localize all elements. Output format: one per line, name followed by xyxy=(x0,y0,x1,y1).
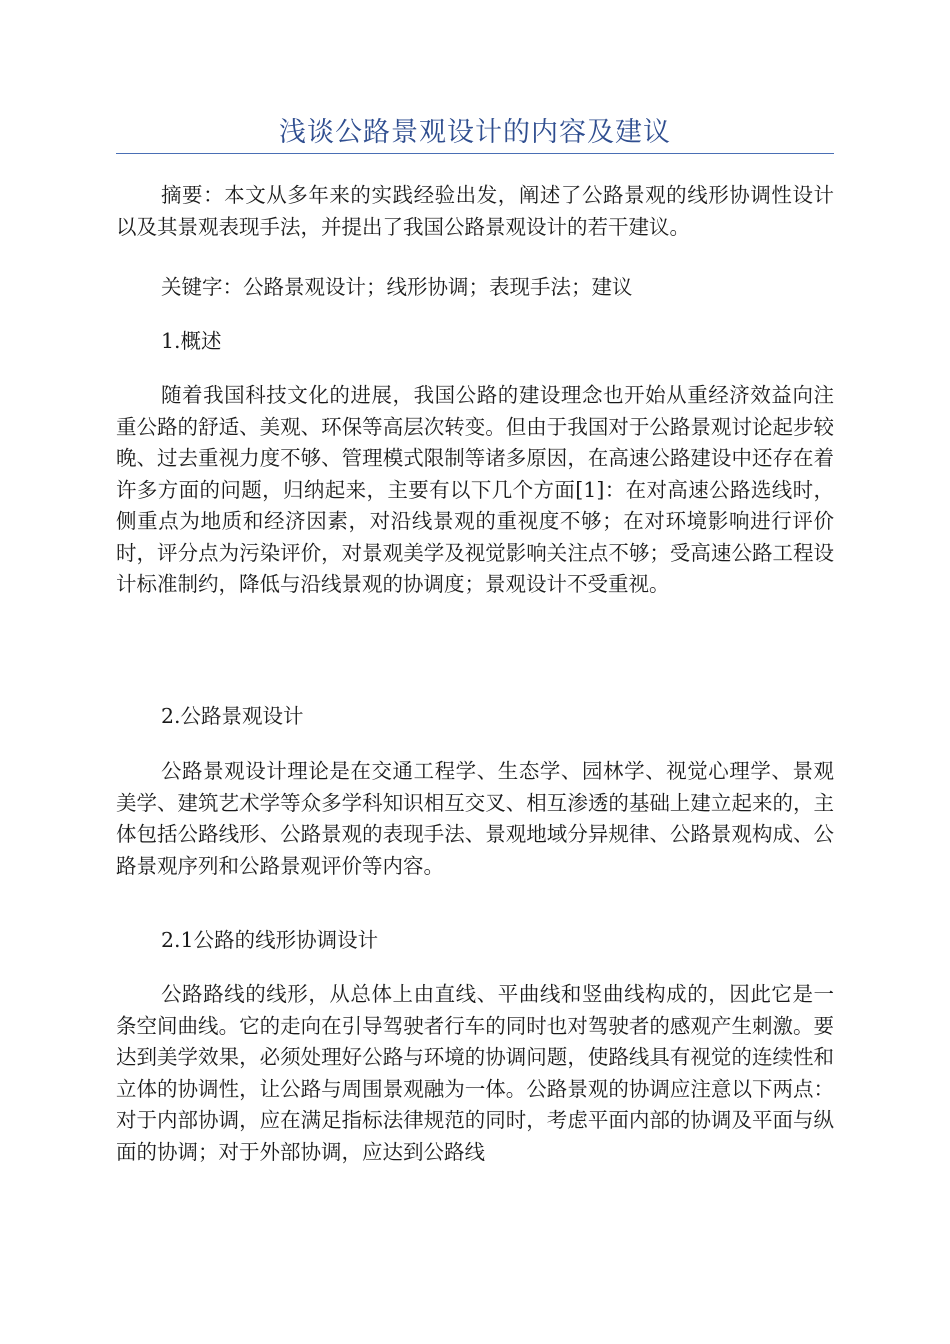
section-heading-alignment-design: 2.1公路的线形协调设计 xyxy=(161,928,379,952)
section-heading-landscape-design: 2.公路景观设计 xyxy=(161,704,304,728)
section-paragraph-overview: 随着我国科技文化的进展，我国公路的建设理念也开始从重经济效益向注重公路的舒适、美观、环保等高层次转变。但由于我国对于公路景观讨论起步较晚、过去重视力度不够、管理模式限制等诸多原因，在高速公路建设中还存在着许多方面的问题，归纳起来，主要有以下几个方面[1]：在对高速公路选线时，侧重点为地质和经济因素，对沿线景观的重视度不够；在对环境影响进行评价时，评分点为污染评价，对景观美学及视觉影响关注点不够；受高速公路工程设计标准制约，降低与沿线景观的协调度；景观设计不受重视。 xyxy=(116,383,834,596)
title-underline xyxy=(116,153,834,154)
document-title: 浅谈公路景观设计的内容及建议 xyxy=(279,117,671,148)
section-paragraph-alignment-design: 公路路线的线形，从总体上由直线、平曲线和竖曲线构成的，因此它是一条空间曲线。它的走向在引导驾驶者行车的同时也对驾驶者的感观产生刺激。要达到美学效果，必须处理好公路与环境的协调问题，使路线具有视觉的连续性和立体的协调性，让公路与周围景观融为一体。公路景观的协调应注意以下两点：对于内部协调，应在满足指标法律规范的同时，考虑平面内部的协调及平面与纵面的协调；对于外部协调，应达到公路线 xyxy=(116,982,834,1164)
abstract-paragraph: 摘要：本文从多年来的实践经验出发，阐述了公路景观的线形协调性设计以及其景观表现手法，并提出了我国公路景观设计的若干建议。 xyxy=(116,183,834,239)
keywords-paragraph: 关键字：公路景观设计；线形协调；表现手法；建议 xyxy=(161,275,633,299)
section-heading-overview: 1.概述 xyxy=(161,329,222,353)
section-paragraph-landscape-design: 公路景观设计理论是在交通工程学、生态学、园林学、视觉心理学、景观美学、建筑艺术学等众多学科知识相互交叉、相互渗透的基础上建立起来的，主体包括公路线形、公路景观的表现手法、景观地域分异规律、公路景观构成、公路景观序列和公路景观评价等内容。 xyxy=(116,759,834,878)
